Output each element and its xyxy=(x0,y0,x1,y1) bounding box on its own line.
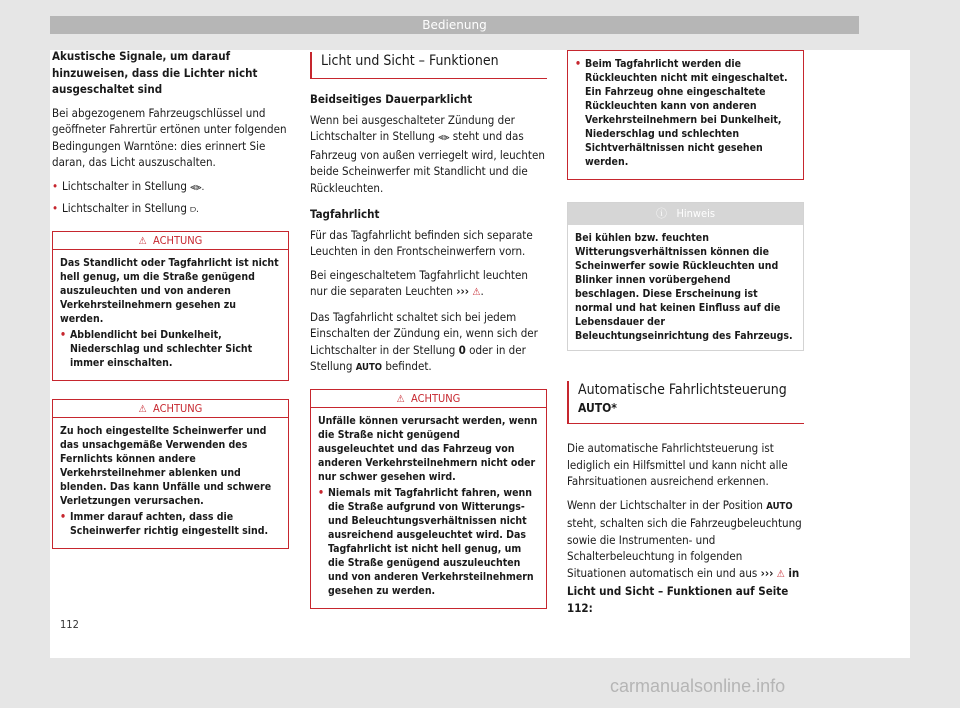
warning-triangle-icon: ⚠ xyxy=(472,287,481,298)
warning-label: ACHTUNG xyxy=(411,391,461,405)
note-label: Hinweis xyxy=(676,207,715,220)
crossref-arrow[interactable]: ››› xyxy=(456,284,470,298)
auto-light-icon: AUTO xyxy=(766,500,793,512)
warning-text: Unfälle können verursacht werden, wenn die Straße nicht genügend ausgeleuchtet und das Fahrzeug von anderen Verkehrsteilnehmern nicht oder nur schwer gesehen wird. xyxy=(318,414,538,483)
page-header: Bedienung xyxy=(50,16,859,34)
warning-triangle-icon: ⚠ xyxy=(138,403,147,415)
auto-light-icon: AUTO* xyxy=(578,401,617,415)
section-title: Licht und Sicht – Funktionen xyxy=(310,52,547,79)
warning-header xyxy=(311,390,546,408)
warning-header xyxy=(53,232,288,250)
warning-bullet: • Niemals mit Tagfahrlicht fahren, wenn die Straße aufgrund von Witterungs- und Beleuchtungsverhältnissen nicht ausreichend ausgeleuchtet wird. Das Tagfahrlicht ist nicht hell genug, um die Straße genügend auszuleuchten und von anderen Verkehrsteilnehmern gesehen zu werden. xyxy=(318,486,539,598)
warning-box xyxy=(310,389,547,609)
list-item: • Lichtschalter in Stellung ⫷⫸. xyxy=(52,178,289,197)
switch-position-zero: 0 xyxy=(458,342,466,357)
warning-label: ACHTUNG xyxy=(153,401,203,415)
warning-box xyxy=(52,399,289,549)
note-text: Bei kühlen bzw. feuchten Witterungsverhältnissen können die Scheinwerfer sowie Rückleuchten und Blinker innen vorübergehend beschlagen. Diese Erscheinung ist normal und hat keinen Einfluss auf die Lebensdauer der Beleuchtungseinrichtung des Fahrzeugs. xyxy=(575,232,793,342)
page-number: 112 xyxy=(60,618,79,631)
subheading: Tagfahrlicht xyxy=(310,207,380,221)
warning-triangle-icon: ⚠ xyxy=(776,568,785,580)
warning-bullet: • Abblendlicht bei Dunkelheit, Niederschlag und schlechter Sicht immer einschalten. xyxy=(60,328,281,370)
paragraph: Für das Tagfahrlicht befinden sich separate Leuchten in den Frontscheinwerfern vorn. xyxy=(310,227,533,258)
warning-box xyxy=(52,231,289,381)
column-1 xyxy=(52,48,289,549)
paragraph: Wenn bei ausgeschalteter Zündung der Lichtschalter in Stellung ⫷⫸ steht und das Fahrzeug von außen verriegelt wird, leuchten beide Scheinwerfer mit Standlicht und die Rückleuchten. xyxy=(310,112,545,195)
subheading: Beidseitiges Dauerparklicht xyxy=(310,92,473,106)
list-item: • Lichtschalter in Stellung ⫐. xyxy=(52,200,289,219)
paragraph: Bei eingeschaltetem Tagfahrlicht leuchten nur die separaten Leuchten ››› ⚠. xyxy=(310,267,528,298)
warning-label: ACHTUNG xyxy=(153,233,203,247)
col1-heading: Akustische Signale, um darauf hinzuweisen, dass die Lichter nicht ausgeschaltet sind xyxy=(52,49,258,96)
section-title: Automatische Fahrlichtsteuerung AUTO* xyxy=(567,381,804,424)
column-3 xyxy=(567,50,804,623)
paragraph: Die automatische Fahrlichtsteuerung ist lediglich ein Hilfsmittel und kann nicht alle Fahrsituationen ausreichend erkennen. xyxy=(567,441,788,488)
warning-header xyxy=(53,400,288,418)
column-2 xyxy=(310,52,547,609)
col1-intro: Bei abgezogenem Fahrzeugschlüssel und geöffneter Fahrertür ertönen unter folgenden Bedingungen Warntöne: dies erinnert Sie daran, das Licht auszuschalten. xyxy=(52,105,287,169)
info-icon: ⓘ xyxy=(656,207,667,220)
crossref-link[interactable]: in Licht und Sicht – Funktionen auf Seite 112: xyxy=(567,565,800,615)
warning-triangle-icon: ⚠ xyxy=(396,393,405,405)
paragraph: Das Tagfahrlicht schaltet sich bei jedem Einschalten der Zündung ein, wenn sich der Lichtschalter in der Stellung 0 oder in der Stellung AUTO befindet. xyxy=(310,309,538,373)
parking-light-icon: ⫐. xyxy=(190,204,199,215)
sidelight-icon: ⫷⫸ xyxy=(438,132,450,143)
warning-triangle-icon: ⚠ xyxy=(138,235,147,247)
auto-light-icon: AUTO xyxy=(355,362,383,373)
paragraph: Wenn der Lichtschalter in der Position AUTO steht, schalten sich die Fahrzeugbeleuchtung sowie die Instrumenten- und Schalterbeleuchtung in folgenden Situationen automatisch ein und aus ››› ⚠ in Licht und Sicht – Funktionen auf Seite 112: xyxy=(567,497,802,615)
warning-text: Das Standlicht oder Tagfahrlicht ist nicht hell genug, um die Straße genügend auszuleuchten und von anderen Verkehrsteilnehmern gesehen zu werden. xyxy=(60,256,279,325)
warning-bullet: • Beim Tagfahrlicht werden die Rückleuchten nicht mit eingeschaltet. Ein Fahrzeug ohne eingeschaltete Rückleuchten kann von anderen Verkehrsteilnehmern bei Dunkelheit, Niederschlag und schlechten Sichtverhältnissen nicht gesehen werden. xyxy=(575,57,796,169)
crossref-arrow[interactable]: ››› xyxy=(760,565,774,580)
warning-text: Zu hoch eingestellte Scheinwerfer und das unsachgemäße Verwenden des Fernlichts können andere Verkehrsteilnehmer ablenken und blenden. Das kann Unfälle und schwere Verletzungen verursachen. xyxy=(60,424,272,507)
note-box xyxy=(567,202,804,351)
watermark: carmanualsonline.info xyxy=(610,676,786,696)
warning-bullet: • Immer darauf achten, dass die Scheinwerfer richtig eingestellt sind. xyxy=(60,510,281,538)
warning-box-continued xyxy=(567,50,804,180)
sidelight-icon: ⫷⫸. xyxy=(190,181,205,193)
note-header xyxy=(568,203,803,225)
